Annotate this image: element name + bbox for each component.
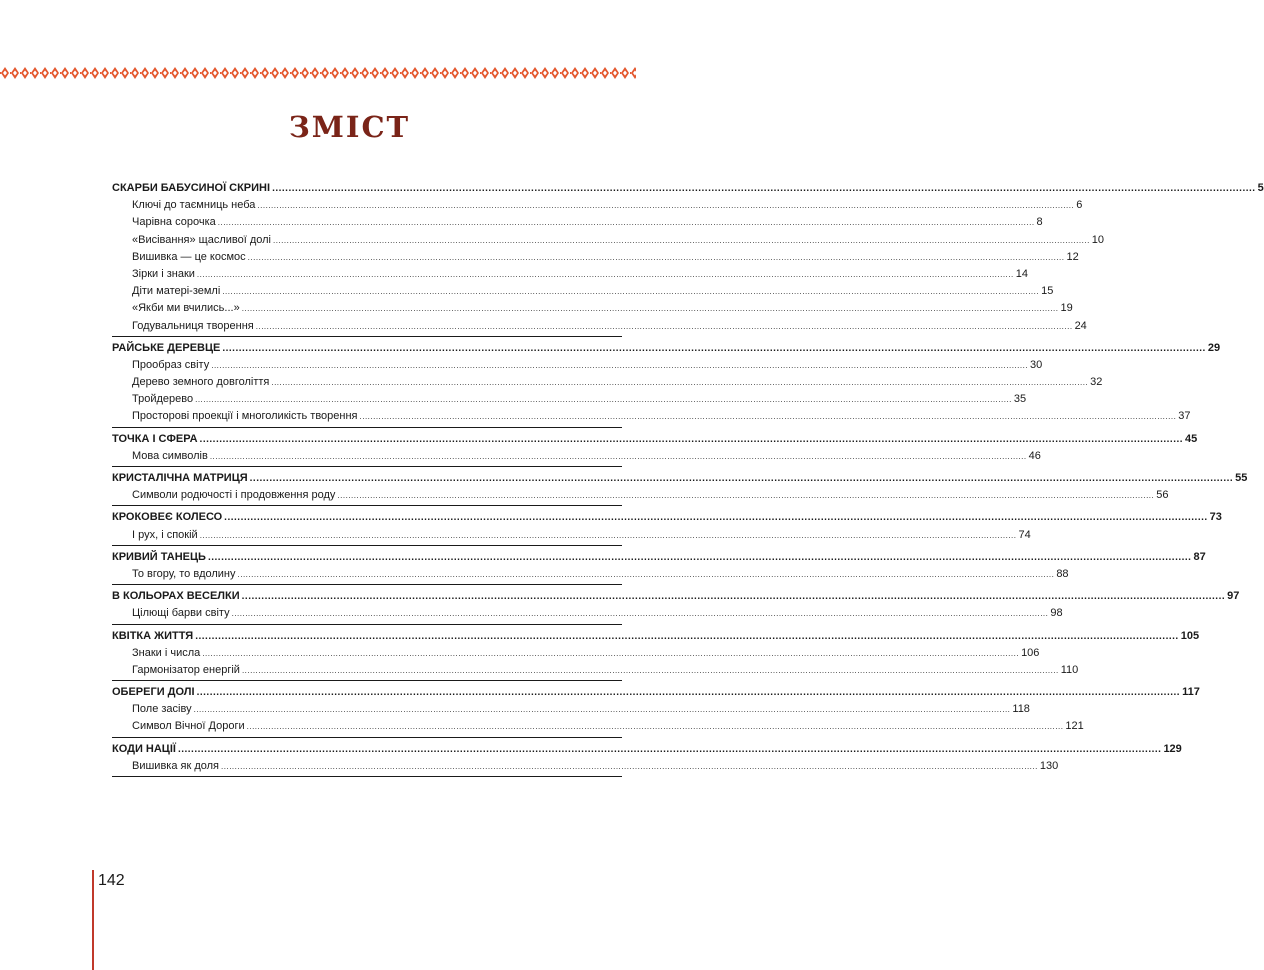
- toc-entry-title: Мова символів: [132, 449, 208, 462]
- toc-entry[interactable]: [112, 197, 1083, 214]
- toc-entry-title: Прообраз світу: [132, 358, 210, 371]
- toc-entry-page: 35: [1013, 393, 1027, 406]
- toc-section: [112, 741, 1182, 777]
- toc-chapter[interactable]: [112, 628, 1200, 645]
- dot-leader: ............................................................................................................................................................................................................................................................................................................: [241, 665, 1059, 675]
- toc-chapter-page: 55: [1235, 472, 1248, 484]
- toc-entry[interactable]: [112, 487, 1169, 504]
- toc-entry[interactable]: [112, 448, 1041, 465]
- toc-entry-title: Ключі до таємниць неба: [132, 199, 256, 212]
- toc-entry-title: «Висівання» щасливої долі: [132, 233, 271, 246]
- toc-entry[interactable]: [112, 566, 1069, 583]
- toc-entry-title: Цілющі барви світу: [132, 607, 230, 620]
- toc-chapter[interactable]: [112, 549, 1206, 566]
- toc-entry-title: Знаки і числа: [132, 646, 201, 659]
- toc-entry[interactable]: [112, 318, 1087, 335]
- toc-entry-page: 19: [1060, 302, 1073, 315]
- toc-entry[interactable]: [112, 249, 1079, 266]
- toc-entry-page: 56: [1156, 489, 1169, 502]
- dot-leader: ............................................................................................................................................................................................................................................................................................................: [359, 412, 1177, 422]
- toc-section: [112, 340, 1221, 428]
- toc-chapter-page: 87: [1193, 550, 1206, 563]
- toc-entry-title: Годувальниця творення: [132, 319, 254, 332]
- toc-chapter[interactable]: [112, 588, 1240, 605]
- toc-entry[interactable]: [112, 300, 1073, 317]
- toc-entry[interactable]: [112, 357, 1043, 374]
- dot-leader: ............................................................................................................................................................................................................................................................................................................: [271, 378, 1089, 388]
- toc-entry[interactable]: [112, 645, 1040, 662]
- toc-entry[interactable]: [112, 701, 1030, 718]
- toc-entry-title: Поле засіву: [132, 703, 192, 716]
- toc-entry-title: Тройдерево: [132, 393, 194, 406]
- toc-entry-page: 88: [1056, 567, 1069, 580]
- toc-chapter-title: СКАРБИ БАБУСИНОЇ СКРИНІ: [112, 182, 271, 194]
- embroidery-ornament-border: [0, 66, 636, 80]
- toc-chapter-title: ОБЕРЕГИ ДОЛІ: [112, 686, 195, 699]
- dot-leader: ............................................................................................................................................................................................................................................................................................................: [222, 287, 1040, 297]
- toc-chapter-page: 45: [1185, 432, 1198, 445]
- toc-entry-page: 74: [1018, 528, 1031, 541]
- toc-chapter[interactable]: [112, 180, 1264, 197]
- toc-entry-page: 37: [1178, 410, 1191, 423]
- toc-chapter-title: КРИВИЙ ТАНЕЦЬ: [112, 550, 206, 563]
- toc-chapter[interactable]: [112, 509, 1222, 526]
- toc-chapter[interactable]: [112, 470, 1248, 487]
- toc-chapter-title: КРОКОВЕЄ КОЛЕСО: [112, 511, 223, 524]
- toc-section: [112, 628, 1200, 682]
- toc-entry[interactable]: [112, 374, 1103, 391]
- toc-entry-page: 46: [1028, 449, 1041, 462]
- toc-chapter-title: КВІТКА ЖИТТЯ: [112, 629, 194, 642]
- page-margin-bar: [92, 870, 94, 970]
- toc-entry-title: Дерево земного довголіття: [132, 376, 270, 389]
- toc-entry-page: 32: [1090, 376, 1103, 389]
- toc-entry-title: Гармонізатор енергій: [132, 663, 240, 676]
- toc-entry-page: 121: [1065, 720, 1084, 733]
- dot-leader: ............................................................................................................................................................................................................................................................................................................: [199, 433, 1184, 445]
- toc-chapter[interactable]: [112, 684, 1200, 701]
- toc-entry-page: 98: [1050, 607, 1063, 620]
- toc-entry-title: Вишивка як доля: [132, 759, 220, 772]
- toc-entry[interactable]: [112, 214, 1043, 231]
- toc-entry[interactable]: [112, 391, 1027, 408]
- toc-entry-page: 6: [1076, 199, 1083, 212]
- dot-leader: ............................................................................................................................................................................................................................................................................................................: [193, 705, 1011, 715]
- toc-chapter-title: РАЙСЬКЕ ДЕРЕВЦЕ: [112, 341, 221, 354]
- dot-leader: ............................................................................................................................................................................................................................................................................................................: [249, 473, 1234, 484]
- toc-entry[interactable]: [112, 408, 1191, 425]
- toc-section: [112, 431, 1198, 467]
- toc-section: [112, 509, 1222, 545]
- toc-entry[interactable]: [112, 527, 1031, 544]
- dot-leader: ............................................................................................................................................................................................................................................................................................................: [224, 512, 1208, 524]
- toc-entry-title: І рух, і спокій: [132, 528, 198, 541]
- dot-leader: ............................................................................................................................................................................................................................................................................................................: [196, 269, 1014, 279]
- toc-entry-page: 14: [1015, 267, 1028, 280]
- toc-entry[interactable]: [112, 718, 1084, 735]
- dot-leader: ............................................................................................................................................................................................................................................................................................................: [217, 218, 1035, 228]
- toc-section: [112, 684, 1200, 738]
- toc-entry-page: 106: [1021, 646, 1040, 659]
- page-number: 142: [98, 872, 125, 889]
- dot-leader: ............................................................................................................................................................................................................................................................................................................: [195, 395, 1012, 405]
- toc-section: [112, 180, 1264, 337]
- toc-chapter-title: КРИСТАЛІЧНА МАТРИЦЯ: [112, 472, 248, 484]
- toc-chapter-page: 105: [1180, 629, 1200, 642]
- toc-chapter-page: 73: [1209, 511, 1222, 524]
- toc-section: [112, 549, 1206, 585]
- toc-entry-page: 30: [1030, 358, 1043, 371]
- toc-entry-title: Просторові проекції і многоликість творення: [132, 410, 358, 423]
- dot-leader: ............................................................................................................................................................................................................................................................................................................: [231, 609, 1049, 619]
- toc-entry-page: 110: [1060, 663, 1079, 676]
- toc-entry-title: Символ Вічної Дороги: [132, 720, 245, 733]
- toc-chapter[interactable]: [112, 340, 1221, 357]
- toc-entry-page: 130: [1039, 759, 1059, 772]
- dot-leader: ............................................................................................................................................................................................................................................................................................................: [195, 630, 1179, 642]
- toc-entry-page: 8: [1036, 216, 1043, 229]
- toc-chapter-page: 29: [1207, 341, 1221, 354]
- dot-leader: ............................................................................................................................................................................................................................................................................................................: [241, 591, 1226, 603]
- dot-leader: ............................................................................................................................................................................................................................................................................................................: [209, 451, 1027, 461]
- toc-chapter-title: КОДИ НАЦІЇ: [112, 742, 176, 755]
- toc-chapter-page: 129: [1163, 742, 1182, 755]
- page-title: зміст: [288, 98, 411, 147]
- toc-chapter-page: 97: [1227, 590, 1240, 603]
- dot-leader: ............................................................................................................................................................................................................................................................................................................: [273, 235, 1090, 245]
- dot-leader: ............................................................................................................................................................................................................................................................................................................: [196, 687, 1181, 699]
- toc-entry[interactable]: [112, 758, 1059, 775]
- toc-chapter-title: ТОЧКА І СФЕРА: [112, 432, 198, 445]
- toc-entry-title: Діти матері-землі: [132, 285, 221, 298]
- toc-entry[interactable]: [112, 662, 1079, 679]
- toc-entry-page: 24: [1074, 319, 1087, 332]
- dot-leader: ............................................................................................................................................................................................................................................................................................................: [272, 183, 1256, 194]
- toc-entry-page: 10: [1091, 233, 1105, 246]
- toc-section: [112, 470, 1248, 506]
- toc-chapter-page: 117: [1182, 686, 1200, 699]
- dot-leader: ............................................................................................................................................................................................................................................................................................................: [247, 252, 1065, 262]
- dot-leader: ............................................................................................................................................................................................................................................................................................................: [177, 743, 1162, 755]
- dot-leader: ............................................................................................................................................................................................................................................................................................................: [211, 360, 1029, 370]
- toc-entry-title: Чарівна сорочка: [132, 216, 216, 229]
- toc-entry[interactable]: [112, 266, 1028, 283]
- dot-leader: ............................................................................................................................................................................................................................................................................................................: [257, 201, 1075, 211]
- toc-section: [112, 588, 1240, 624]
- table-of-contents: [112, 180, 1264, 780]
- toc-entry[interactable]: [112, 283, 1054, 300]
- dot-leader: ............................................................................................................................................................................................................................................................................................................: [207, 551, 1192, 563]
- dot-leader: ............................................................................................................................................................................................................................................................................................................: [199, 530, 1017, 540]
- dot-leader: ............................................................................................................................................................................................................................................................................................................: [255, 321, 1073, 331]
- toc-chapter-page: 5: [1257, 182, 1264, 194]
- dot-leader: ............................................................................................................................................................................................................................................................................................................: [237, 569, 1055, 579]
- toc-entry-page: 12: [1066, 250, 1079, 263]
- dot-leader: ............................................................................................................................................................................................................................................................................................................: [337, 491, 1155, 501]
- toc-entry-title: «Якби ми вчились...»: [132, 302, 240, 315]
- toc-chapter-title: В КОЛЬОРАХ ВЕСЕЛКИ: [112, 590, 240, 603]
- dot-leader: ............................................................................................................................................................................................................................................................................................................: [241, 304, 1059, 314]
- toc-entry-page: 118: [1012, 703, 1030, 716]
- toc-entry[interactable]: [112, 605, 1063, 622]
- dot-leader: ............................................................................................................................................................................................................................................................................................................: [202, 648, 1020, 658]
- toc-entry[interactable]: [112, 232, 1105, 249]
- toc-entry-title: Вишивка — це космос: [132, 250, 246, 263]
- toc-entry-page: 15: [1041, 285, 1054, 298]
- toc-chapter[interactable]: [112, 741, 1182, 758]
- dot-leader: ............................................................................................................................................................................................................................................................................................................: [246, 722, 1064, 732]
- dot-leader: ............................................................................................................................................................................................................................................................................................................: [221, 761, 1038, 771]
- dot-leader: ............................................................................................................................................................................................................................................................................................................: [222, 342, 1206, 354]
- toc-entry-title: Зірки і знаки: [132, 267, 195, 280]
- toc-entry-title: То вгору, то вдолину: [132, 567, 236, 580]
- toc-entry-title: Символи родючості і продовження роду: [132, 489, 336, 502]
- toc-chapter[interactable]: [112, 431, 1198, 448]
